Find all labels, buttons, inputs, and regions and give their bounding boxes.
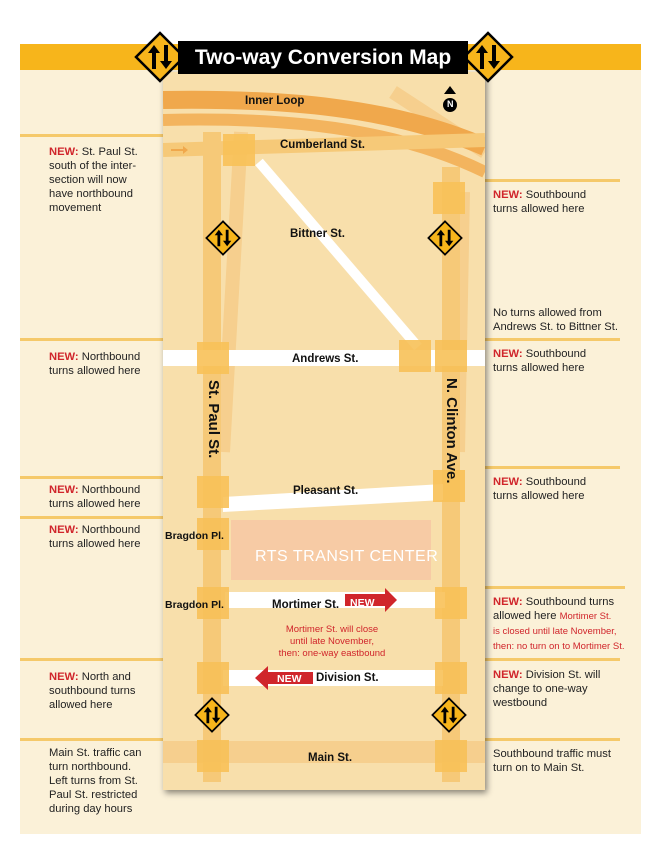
guide-line [20,338,170,341]
two-way-sign-icon [194,697,230,733]
two-way-sign-icon [462,31,514,83]
bittner-label: Bittner St. [290,228,345,240]
right-note-mortimer: NEW: Southbound turns allowed here Mortimer St. is closed until late November, then: no turn on to Mortimer St. [493,596,625,652]
new-badge: NEW [277,673,302,685]
guide-line [480,466,620,469]
inner-loop-label: Inner Loop [245,95,305,107]
left-note-andrews: NEW: Northbound turns allowed here [49,351,141,377]
left-note-division: NEW: North and southbound turns allowed here [49,671,136,711]
north-label: N [447,99,454,109]
pleasant-label: Pleasant St. [293,485,359,497]
andrews-label: Andrews St. [292,353,359,365]
bragdon-label-upper: Bragdon Pl. [165,530,224,542]
guide-line [20,658,170,661]
guide-line [20,476,170,479]
bragdon-label-lower: Bragdon Pl. [165,599,224,611]
guide-line [20,516,170,519]
left-note-bragdon: NEW: Northbound turns allowed here [49,524,141,550]
guide-line [20,738,170,741]
page-title: Two-way Conversion Map [178,41,468,74]
guide-line [480,179,620,182]
st-paul-label: St. Paul St. [205,380,222,459]
division-label: Division St. [316,672,379,684]
clinton-label: N. Clinton Ave. [443,378,460,484]
mortimer-label: Mortimer St. [272,599,340,611]
cumberland-label: Cumberland St. [280,139,365,151]
mortimer-closure-note: Mortimer St. will close until late November, then: one-way eastbound [278,624,386,659]
two-way-sign-icon [427,220,463,256]
right-note-pleasant: NEW: Southbound turns allowed here [493,476,587,502]
left-note-main: Main St. traffic can turn northbound. Left turns from St. Paul St. restricted during day hours [49,747,142,815]
guide-line [480,586,625,589]
left-note-pleasant: NEW: Northbound turns allowed here [49,484,141,510]
side-street [223,132,241,452]
right-note-bittner: NEW: Southbound turns allowed here [493,189,587,215]
transit-center-label: RTS TRANSIT CENTER [255,548,439,565]
guide-line [480,658,620,661]
guide-line [20,134,170,137]
new-badge: NEW [350,597,375,609]
two-way-sign-icon [431,697,467,733]
main-label: Main St. [308,752,353,764]
right-note-main: Southbound traffic must turn on to Main St. [493,748,611,774]
guide-line [480,338,620,341]
left-note-st-paul: NEW: St. Paul St. south of the inter- section will now have northbound movement [49,146,138,214]
bittner-road [259,162,418,347]
right-note-no-turns: No turns allowed from Andrews St. to Bittner St. [493,307,618,333]
two-way-sign-icon [205,220,241,256]
right-note-division: NEW: Division St. will change to one-way westbound [493,669,601,709]
guide-line [480,738,620,741]
right-note-andrews: NEW: Southbound turns allowed here [493,348,587,374]
